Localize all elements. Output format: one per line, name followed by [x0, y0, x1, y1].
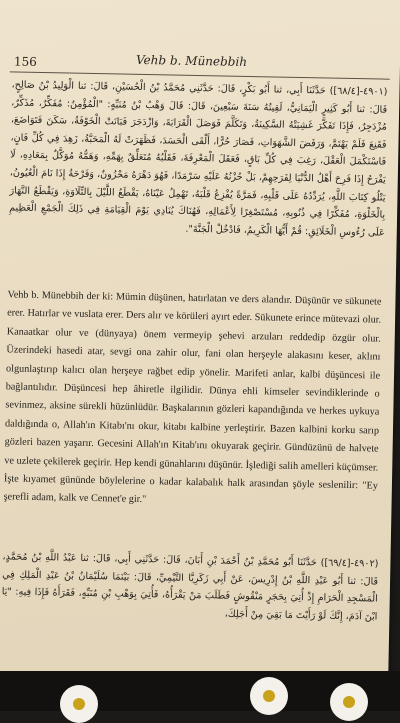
page-number: 156 — [13, 54, 38, 69]
flower-pattern — [60, 685, 98, 723]
translation-paragraph: Vehb b. Münebbih der ki: Mümin düşünen, hatırlatan ve ders alandır. Düşünür ve sükunete erer. Hatırlar ve vuslata erer. Ders alır ve körüleri ayırt eder. Sükunete erince mütevazi olur. Kanaatkar olur ve (dünyaya) önem vermeyip şehevi arzuları reddedip özgür olur. Üzerindeki hasedi atar, sevgi ona zahir olur, fani olan herşeyle alakasını keser, aklını olgunlaştırıp kalıcı olan herşeye rağbet edip yönelir. Marifeti anlar, kalbi düşüncesi ile bağlantılıdır. Düşüncesi hep âhiretle ilgilidir. Dünya ehli kimseler sevindiklerinde o sevinmez, aksine sürekli hüzünlüdür. Başkalarının gözleri kapandığında ve herkes uykuya daldığında o, Allah'ın Kitabı'nı okur, kitabı kalbine yerleştirir. Bazen kalbini korku sarıp gözleri bazen yaşarır. Gecesini Allah'ın Kitab'ını okuyarak geçirir. Gündüzünü de halvete ve uzlete çekilerek geçirir. Hep kendi günahlarını düşünür. İşlediği salih amelleri küçümser. İşte kıyamet gününde böylelerine o kadar kalabalık halk arasından şöyle seslenilir: "Ey şerefli adam, kalk ve Cennet'e gir." — [3, 289, 382, 506]
arabic-narration-4902: (٤٩٠٢-[٦٩/٤]) حَدَّثَنَا أَبُو مُحَمَّدِ بْنُ أَحْمَدَ بْنِ أَبَانَ، قَالَ: حَدَّثَنِي أَبِي، قَالَ: ثنا عَبْدُ اللَّهِ بْنُ مُحَمَّدٍ، قَالَ: ثنا أَبُو عَبْدِ اللَّهِ بْنُ إِدْرِيسَ، عَنْ أَبِي زَكَرِيَّا التَّيْمِيِّ، قَالَ: بَيْنَمَا سُلَيْمَانُ بْنُ عَبْدِ الْمَلِكِ فِي الْمَسْجِدِ الْحَرَامِ إِذْ أُتِيَ بِحَجَرٍ مَنْقُوشٍ فَطَلَبَ مَنْ يَقْرَأُهُ، فَأُتِيَ بِوَهْبِ بْنِ مُنَبِّهٍ، فَقَرَأَهُ فَإِذَا فِيهِ: "يَا ابْنَ آدَمَ، إِنَّكَ لَوْ رَأَيْتَ مَا بَقِيَ مِنْ أَجَلِكَ، — [1, 551, 379, 623]
running-title: Vehb b. Münebbih — [135, 52, 248, 69]
arabic-narration-4901: (٤٩٠١-[٦٨/٤]) حَدَّثَنَا أَبِي، ثنا أَبُو بَكْرٍ، قَالَ: حَدَّثَنِي مُحَمَّدُ بْنُ الْحُسَيْنِ، قَالَ: ثنا الْوَلِيدُ بْنُ صَالِحٍ، قَالَ: ثنا أَبُو كَثِيرٍ الْيَمَانِيُّ، لَقِيتُهُ سَنَةَ سَبْعِينَ، قَالَ: قَالَ وَهْبُ بْنُ مُنَبِّهٍ: "الْمُؤْمِنُ: مُفَكِّرٌ، مُذَكِّرٌ، مُزْدَجِرٌ، فَإِذَا تَفَكَّرَ غَشِيَتْهُ السَّكِينَةُ، وَتَكَلَّمَ فَوَصَلَ الْقَرَابَةَ، وَازْدَجَرَ فَبَانَتْ الْخَوْفَةُ، سَكَنَ فَتَوَاضَعَ، فَقَنِعَ فَلَمْ يَهْتَمَّ، وَرَفَضَ الشَّهَوَاتِ، فَصَارَ حُرًّا، أَلْقَى الْحَسَدَ، فَظَهَرَتْ لَهُ الْمَحَبَّةُ، زَهِدَ فِي كُلِّ فَانٍ، فَاسْتَكْمَلَ الْعَقْلَ، رَغِبَ فِي كُلِّ بَاقٍ، فَعَقَلَ الْمَعْرِفَةَ، فَقَلْبُهُ مُتَعَلِّقٌ بِهَمِّهِ، وَهَمُّهُ مُوَكَّلٌ بِمَعَادِهِ، لَا يَفْرَحُ إِذَا فَرِحَ أَهْلُ الدُّنْيَا لِفَرَحِهِمْ، بَلْ حُزْنُهُ عَلَيْهِ سَرْمَدًا، فَهُوَ دَهْرَهُ مَحْزُونٌ، وَفَرْحَةُ إِذَا نَامَ الْعُيُونُ، يَتْلُو كِتَابَ اللَّهِ، يُرَدِّدُهُ عَلَى قَلْبِهِ، فَمَرَّةً يُفْزِعُ قَلْبَهُ، تَهْمِلُ عَيْنَاهُ، يَقْطَعُ اللَّيْلَ بِالتِّلَاوَةِ، وَيَقْطَعُ النَّهَارَ بِالْخَلْوَةِ، مُفَكِّرًا فِي ذُنُوبِهِ، مُسْتَصْغِرًا لِأَعْمَالِهِ، فَهُنَاكَ يُنَادِي يَوْمَ الْقِيَامَةِ فِي ذَلِكَ الْجَمْعِ الْعَظِيمِ عَلَى رُءُوسِ الْخَلَائِقِ: قُمْ أَيُّهَا الْكَرِيمُ، فَادْخُلْ الْجَنَّةَ". — [9, 79, 388, 239]
flower-pattern — [250, 677, 288, 715]
turkish-translation — [3, 286, 381, 514]
tablecloth-background — [0, 671, 400, 711]
flower-pattern — [330, 683, 368, 721]
